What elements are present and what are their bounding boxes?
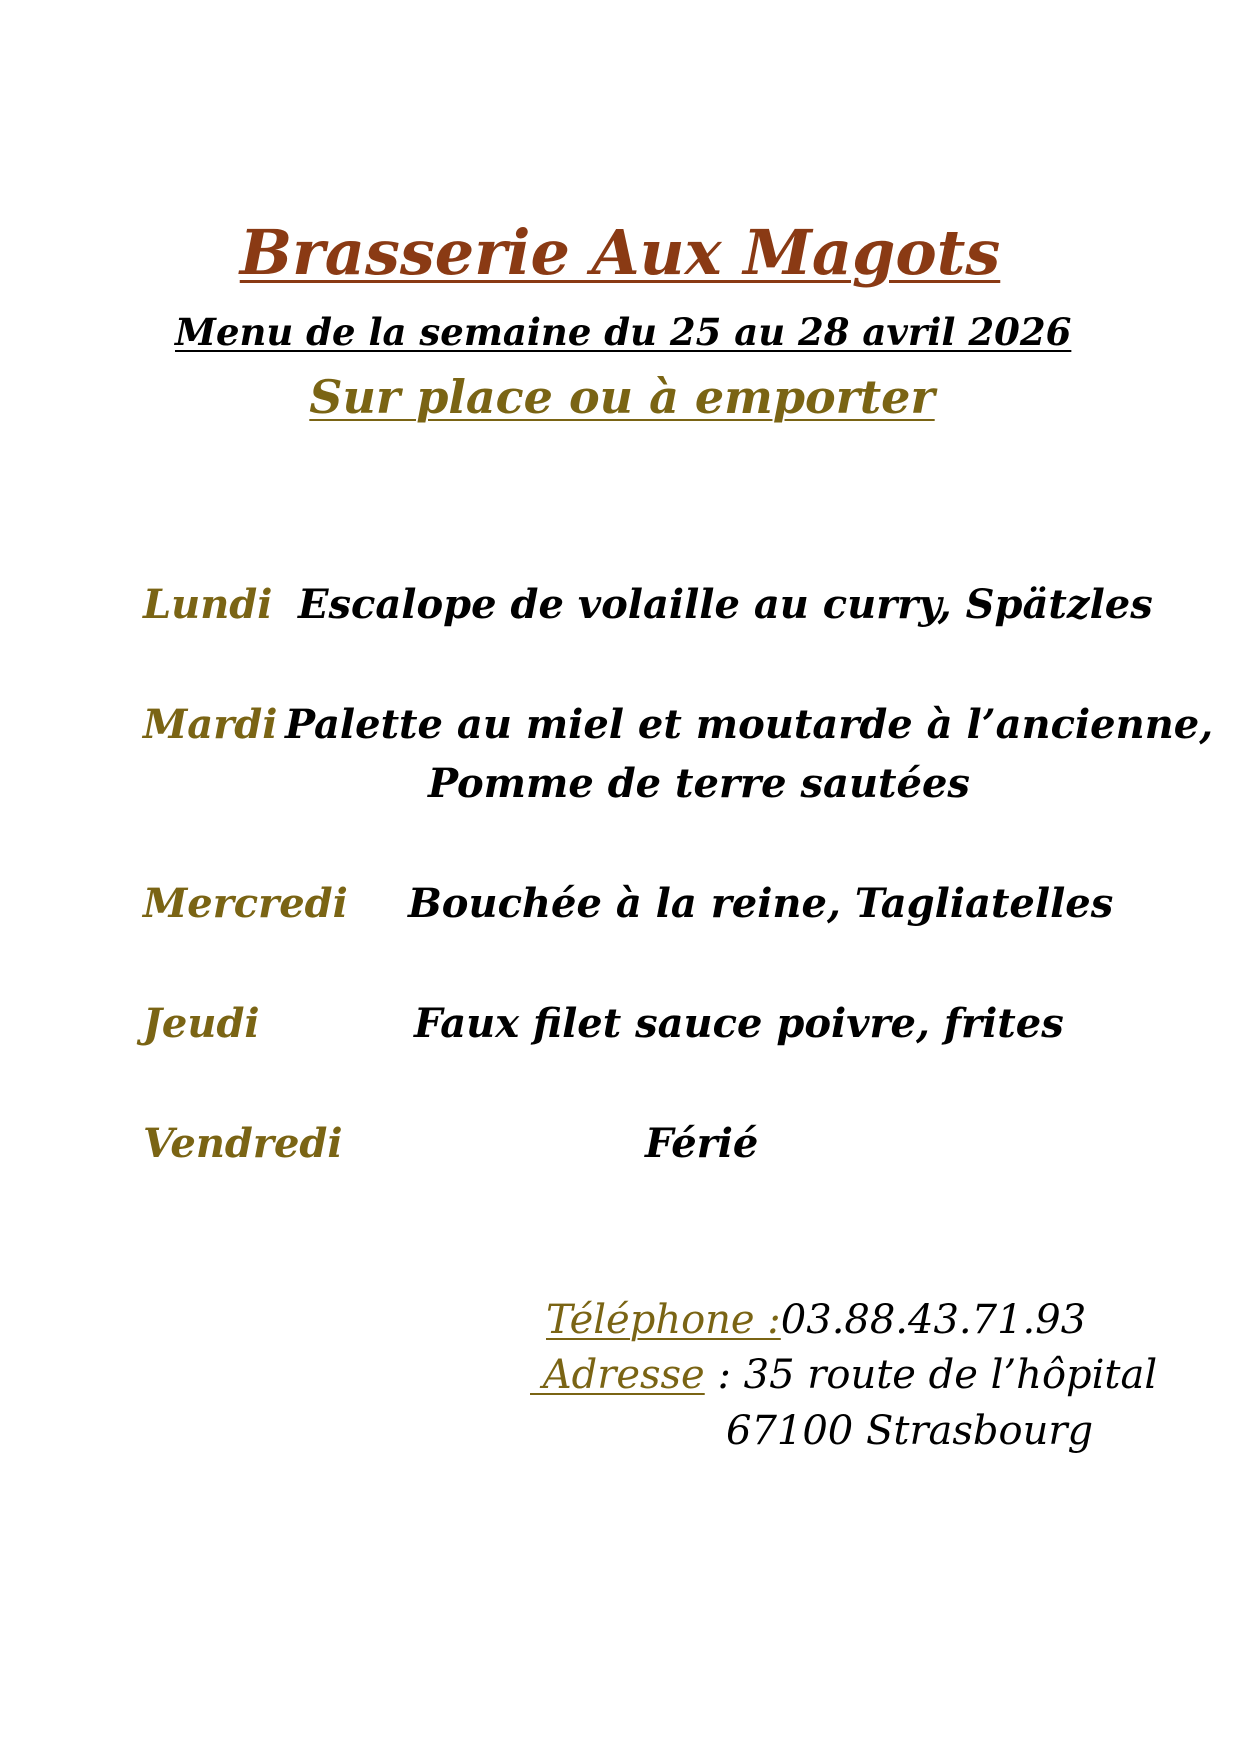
day-label-thursday: Jeudi [143,1000,260,1047]
phone-line [546,1297,1087,1343]
day-label-wednesday: Mercredi [143,880,348,927]
address-street: 35 route de l’hôpital [743,1352,1158,1398]
menu-week-subtitle: Menu de la semaine du 25 au 28 avril 2026 [175,310,1072,354]
address-line [530,1352,1158,1398]
phone-number: 03.88.43.71.93 [780,1297,1087,1343]
address-separator: : [704,1352,744,1398]
service-tagline: Sur place ou à emporter [309,370,935,424]
day-label-friday: Vendredi [143,1120,343,1167]
address-label: Adresse [530,1352,705,1398]
address-city: 67100 Strasbourg [726,1408,1094,1454]
dish-tuesday: Palette au miel et moutarde à l’ancienne, [285,701,1214,748]
day-label-tuesday: Mardi [143,701,278,748]
dish-tuesday-line2: Pomme de terre sautées [428,760,970,807]
dish-thursday: Faux filet sauce poivre, frites [414,1000,1064,1047]
dish-monday: Escalope de volaille au curry, Spätzles [298,581,1153,628]
phone-label: Téléphone : [546,1297,781,1343]
dish-wednesday: Bouchée à la reine, Tagliatelles [408,880,1114,927]
dish-friday: Férié [645,1120,759,1167]
day-label-monday: Lundi [143,581,273,628]
page-title: Brasserie Aux Magots [239,216,1001,289]
